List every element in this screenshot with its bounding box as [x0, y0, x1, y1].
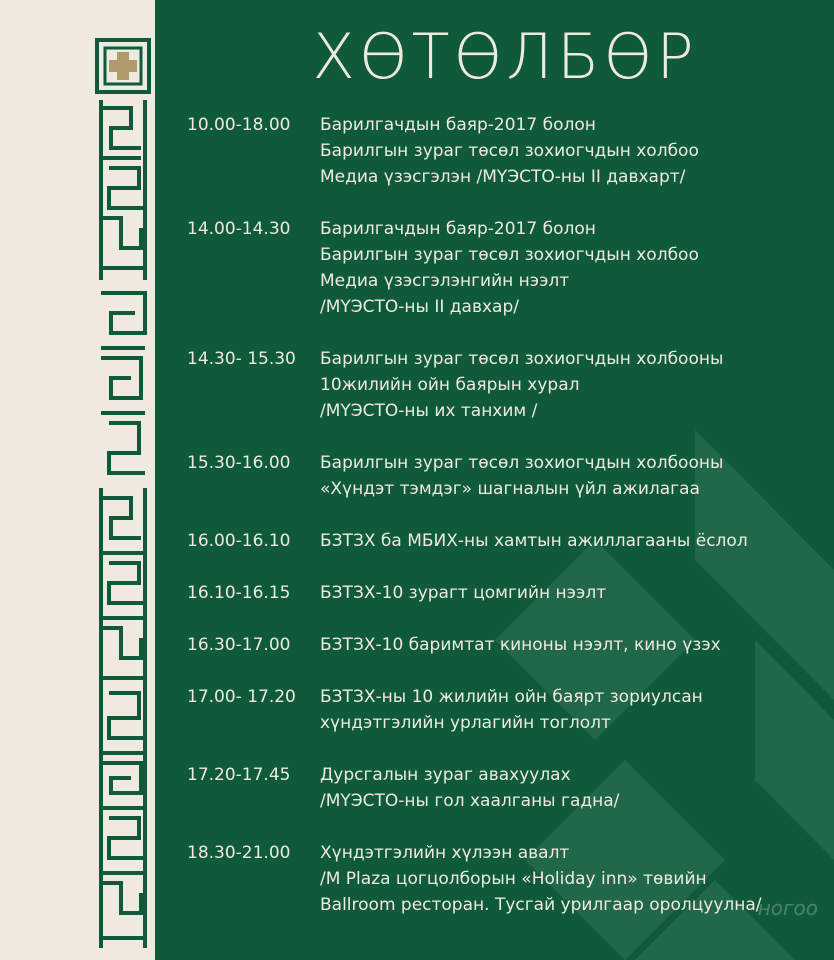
- schedule-row: [187, 450, 827, 502]
- event-line: 10жилийн ойн баярын хурал: [320, 375, 580, 395]
- schedule-row: [187, 112, 827, 190]
- mongolian-ornament-column: [95, 38, 151, 948]
- time-range: 17.20-17.45: [187, 765, 291, 785]
- event-line: Барилгачдын баяр-2017 болон: [320, 219, 596, 239]
- event-line: Медиа үзэсгэлэнгийн нээлт: [320, 271, 570, 291]
- site-watermark: ногоо: [757, 896, 818, 920]
- event-description: [320, 762, 827, 814]
- time-range: 17.00- 17.20: [187, 687, 296, 707]
- schedule-row: [187, 840, 827, 918]
- event-description: [320, 580, 827, 606]
- schedule-panel: [155, 0, 834, 960]
- page-title: ХӨТӨЛБӨР: [312, 20, 698, 93]
- event-line: /МҮЭСТО-ны гол хаалганы гадна/: [320, 791, 620, 811]
- event-line: Медиа үзэсгэлэн /МҮЭСТО-ны II давхарт/: [320, 167, 686, 187]
- schedule-row: [187, 580, 827, 606]
- event-line: Барилгын зураг төсөл зохиогчдын холбоо: [320, 141, 699, 161]
- event-description: [320, 684, 827, 736]
- event-line: «Хүндэт тэмдэг» шагналын үйл ажилагаа: [320, 479, 700, 499]
- event-line: Барилгын зураг төсөл зохиогчдын холбоо: [320, 245, 699, 265]
- event-line: Барилгачдын баяр-2017 болон: [320, 115, 596, 135]
- event-line: Барилгын зураг төсөл зохиогчдын холбооны: [320, 453, 724, 473]
- event-line: /МҮЭСТО-ны II давхар/: [320, 297, 519, 317]
- event-line: Дурсгалын зураг авахуулах: [320, 765, 571, 785]
- schedule-row: [187, 632, 827, 658]
- event-description: [320, 840, 827, 918]
- event-description: [320, 450, 827, 502]
- time-range: 10.00-18.00: [187, 115, 291, 135]
- event-line: БЗТЗХ-ны 10 жилийн ойн баярт зориулсан: [320, 687, 703, 707]
- ornament-panel: [0, 0, 155, 960]
- time-range: 18.30-21.00: [187, 843, 291, 863]
- event-line: Хүндэтгэлийн хүлээн авалт: [320, 843, 570, 863]
- event-line: хүндэтгэлийн урлагийн тоглолт: [320, 713, 611, 733]
- gold-cross-icon: [109, 52, 137, 80]
- schedule-row: [187, 684, 827, 736]
- schedule-row: [187, 216, 827, 320]
- time-range: 16.30-17.00: [187, 635, 291, 655]
- event-description: [320, 216, 827, 320]
- schedule-row: [187, 346, 827, 424]
- time-range: 15.30-16.00: [187, 453, 291, 473]
- event-line: Барилгын зураг төсөл зохиогчдын холбооны: [320, 349, 724, 369]
- event-description: [320, 112, 827, 190]
- time-range: 16.10-16.15: [187, 583, 291, 603]
- event-description: [320, 528, 827, 554]
- event-line: /M Plaza цогцолборын «Holiday inn» төвийн: [320, 869, 707, 889]
- schedule-list: [187, 112, 827, 918]
- event-line: БЗТЗХ-10 баримтат киноны нээлт, кино үзэх: [320, 635, 721, 655]
- event-description: [320, 632, 827, 658]
- time-range: 14.30- 15.30: [187, 349, 296, 369]
- event-description: [320, 346, 827, 424]
- schedule-row: [187, 762, 827, 814]
- event-line: БЗТЗХ-10 зурагт цомгийн нээлт: [320, 583, 607, 603]
- time-range: 14.00-14.30: [187, 219, 291, 239]
- time-range: 16.00-16.10: [187, 531, 291, 551]
- event-line: /МҮЭСТО-ны их танхим /: [320, 401, 538, 421]
- schedule-row: [187, 528, 827, 554]
- event-line: БЗТЗХ ба МБИХ-ны хамтын ажиллагааны ёслол: [320, 531, 748, 551]
- event-line: Ballroom ресторан. Тусгай урилгаар оролцуулна/: [320, 895, 762, 915]
